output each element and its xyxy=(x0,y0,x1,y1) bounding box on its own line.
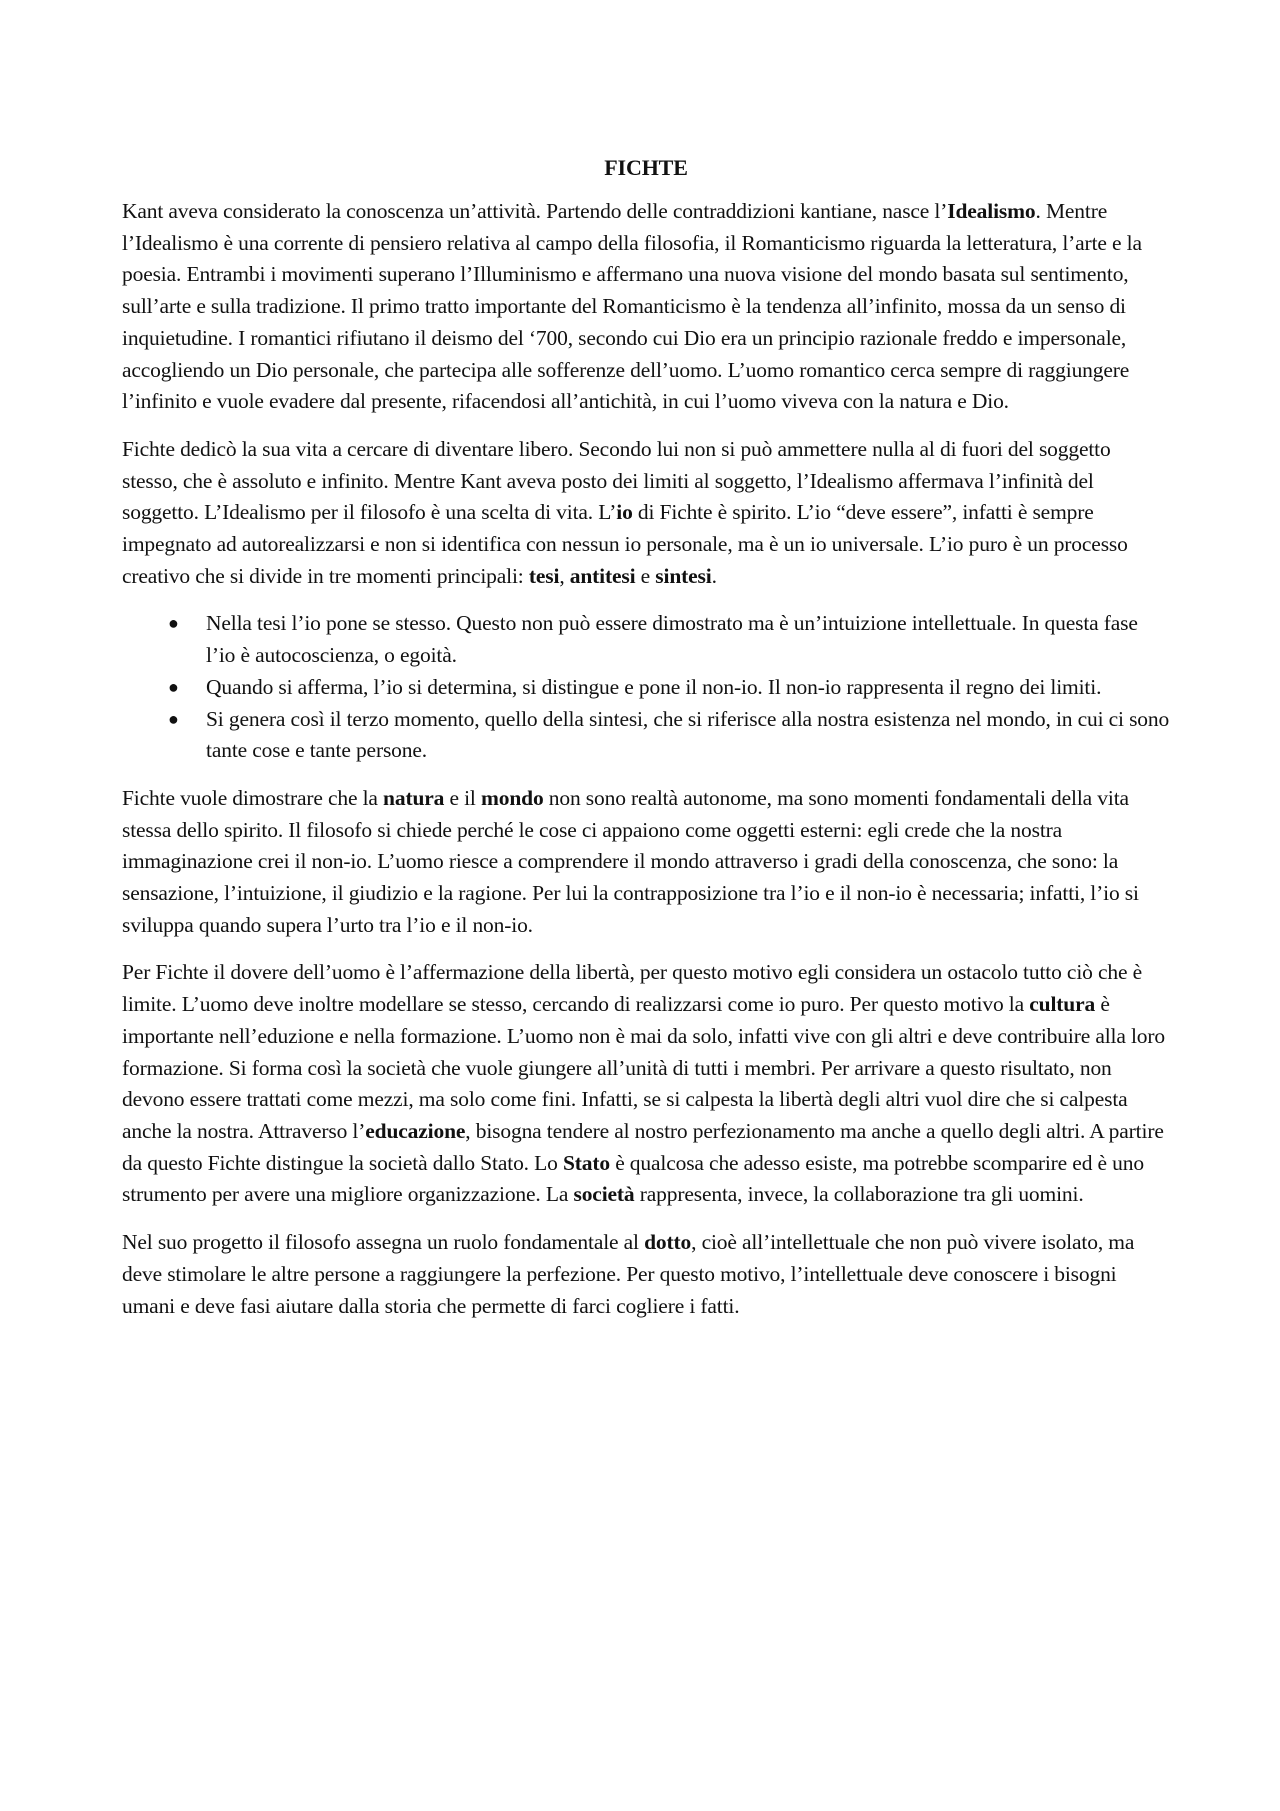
text-run: e xyxy=(635,563,656,588)
bold-term-sintesi: sintesi xyxy=(655,563,712,588)
bullet-list xyxy=(122,608,1170,767)
list-item-text: Quando si afferma, l’io si determina, si distingue e pone il non-io. Il non-io rappresenta il regno dei limiti. xyxy=(206,674,1102,699)
bold-term-dotto: dotto xyxy=(644,1230,692,1255)
bold-term-natura: natura xyxy=(383,785,445,810)
document-title: FICHTE xyxy=(604,155,688,180)
bold-term-antitesi: antitesi xyxy=(569,563,636,588)
bullet-icon: ● xyxy=(168,676,179,697)
document-page xyxy=(122,152,1170,1338)
text-run: è importante nell’eduzione e nella formazione. L’uomo non è mai da solo, infatti vive con gli altri e deve contribuire alla loro formazione. Si forma così la società che vuole giungere all’unità di tutti i membri. Per arrivare a questo risultato, non devono essere trattati come mezzi, ma solo come fini. Infatti, se si calpesta la libertà degli altri vuol dire che si calpesta anche la nostra. Attraverso l’ xyxy=(122,992,1166,1143)
text-run: Fichte dedicò la sua vita a cercare di diventare libero. Secondo lui non si può ammettere nulla al di fuori del soggetto stesso, che è assoluto e infinito. Mentre Kant aveva posto dei limiti al soggetto, l’Idealismo affermava l’infinità del soggetto. L’Idealismo per il filosofo è una scelta di vita. L’ xyxy=(122,436,1111,525)
text-run: , bisogna tendere al nostro perfezionamento ma anche a quello degli altri. A partire da questo Fichte distingue la società dallo Stato. Lo xyxy=(122,1118,1164,1175)
text-run: Nel suo progetto il filosofo assegna un ruolo fondamentale al xyxy=(122,1230,645,1255)
text-run: non sono realtà autonome, ma sono momenti fondamentali della vita stessa dello spirito. Il filosofo si chiede perché le cose ci appaiono come oggetti esterni: egli crede che la nostra immaginazione crei il non-io. L’uomo riesce a comprendere il mondo attraverso i gradi della conoscenza, che sono: la sensazione, l’intuizione, il giudizio e la ragione. Per lui la contrapposizione tra l’io e il non-io è necessaria; infatti, l’io si sviluppa quando supera l’urto tra l’io e il non-io. xyxy=(122,785,1139,937)
text-run: è qualcosa che adesso esiste, ma potrebbe scomparire ed è uno strumento per avere una migliore organizzazione. La xyxy=(122,1150,1144,1207)
bold-term-tesi: tesi xyxy=(528,563,560,588)
list-item xyxy=(168,704,1170,767)
bold-term-idealismo: Idealismo xyxy=(947,199,1036,223)
text-run: e il xyxy=(444,785,481,810)
bold-term-mondo: mondo xyxy=(480,785,544,810)
list-item xyxy=(168,672,1170,704)
bullet-icon: ● xyxy=(168,708,179,729)
text-run: , cioè all’intellettuale che non può vivere isolato, ma deve stimolare le altre persone a raggiungere la perfezione. Per questo motivo, l’intellettuale deve conoscere i bisogni umani e deve fasi aiutare dalla storia che permette di farci cogliere i fatti. xyxy=(122,1230,1135,1318)
paragraph-natura-mondo xyxy=(122,783,1170,942)
bullet-icon: ● xyxy=(168,613,179,634)
text-run: , xyxy=(559,563,570,588)
bold-term-io: io xyxy=(616,500,633,525)
text-run: rappresenta, invece, la collaborazione tra gli uomini. xyxy=(634,1182,1084,1207)
list-item-text: Si genera così il terzo momento, quello della sintesi, che si riferisce alla nostra esistenza nel mondo, in cui ci sono tante cose e tante persone. xyxy=(206,706,1170,763)
list-item xyxy=(168,608,1170,671)
paragraph-fichte-io xyxy=(122,434,1170,593)
bold-term-stato: Stato xyxy=(562,1150,610,1175)
paragraph-dovere-societa xyxy=(122,957,1170,1211)
bold-term-educazione: educazione xyxy=(365,1118,466,1143)
list-item-text: Nella tesi l’io pone se stesso. Questo non può essere dimostrato ma è un’intuizione intellettuale. In questa fase l’io è autocoscienza, o egoità. xyxy=(206,611,1138,668)
paragraph-intro xyxy=(122,196,1170,418)
bold-term-societa: società xyxy=(573,1182,635,1207)
text-run: Kant aveva considerato la conoscenza un’attività. Partendo delle contraddizioni kantiane, nasce l’ xyxy=(122,199,948,223)
text-run: di Fichte è spirito. L’io “deve essere”, infatti è sempre impegnato ad autorealizzarsi e non si identifica con nessun io personale, ma è un io universale. L’io puro è un processo creativo che si divide in tre momenti principali: xyxy=(122,500,1128,588)
bold-term-cultura: cultura xyxy=(1029,992,1096,1017)
text-run: Fichte vuole dimostrare che la xyxy=(122,785,384,810)
text-run: . xyxy=(711,563,717,588)
text-run: Per Fichte il dovere dell’uomo è l’affermazione della libertà, per questo motivo egli considera un ostacolo tutto ciò che è limite. L’uomo deve inoltre modellare se stesso, cercando di realizzarsi come io puro. Per questo motivo la xyxy=(122,960,1142,1017)
text-run: . Mentre l’Idealismo è una corrente di pensiero relativa al campo della filosofia, il Romanticismo riguarda la letteratura, l’arte e la poesia. Entrambi i movimenti superano l’Illuminismo e affermano una nuova visione del mondo basata sul sentimento, sull’arte e sulla tradizione. Il primo tratto importante del Romanticismo è la tendenza all’infinito, mossa da un senso di inquietudine. I romantici rifiutano il deismo del ‘700, secondo cui Dio era un principio razionale freddo e impersonale, accogliendo un Dio personale, che partecipa alle sofferenze dell’uomo. L’uomo romantico cerca sempre di raggiungere l’infinito e vuole evadere dal presente, rifacendosi all’antichità, in cui l’uomo viveva con la natura e Dio. xyxy=(122,199,1142,414)
paragraph-dotto xyxy=(122,1227,1170,1322)
